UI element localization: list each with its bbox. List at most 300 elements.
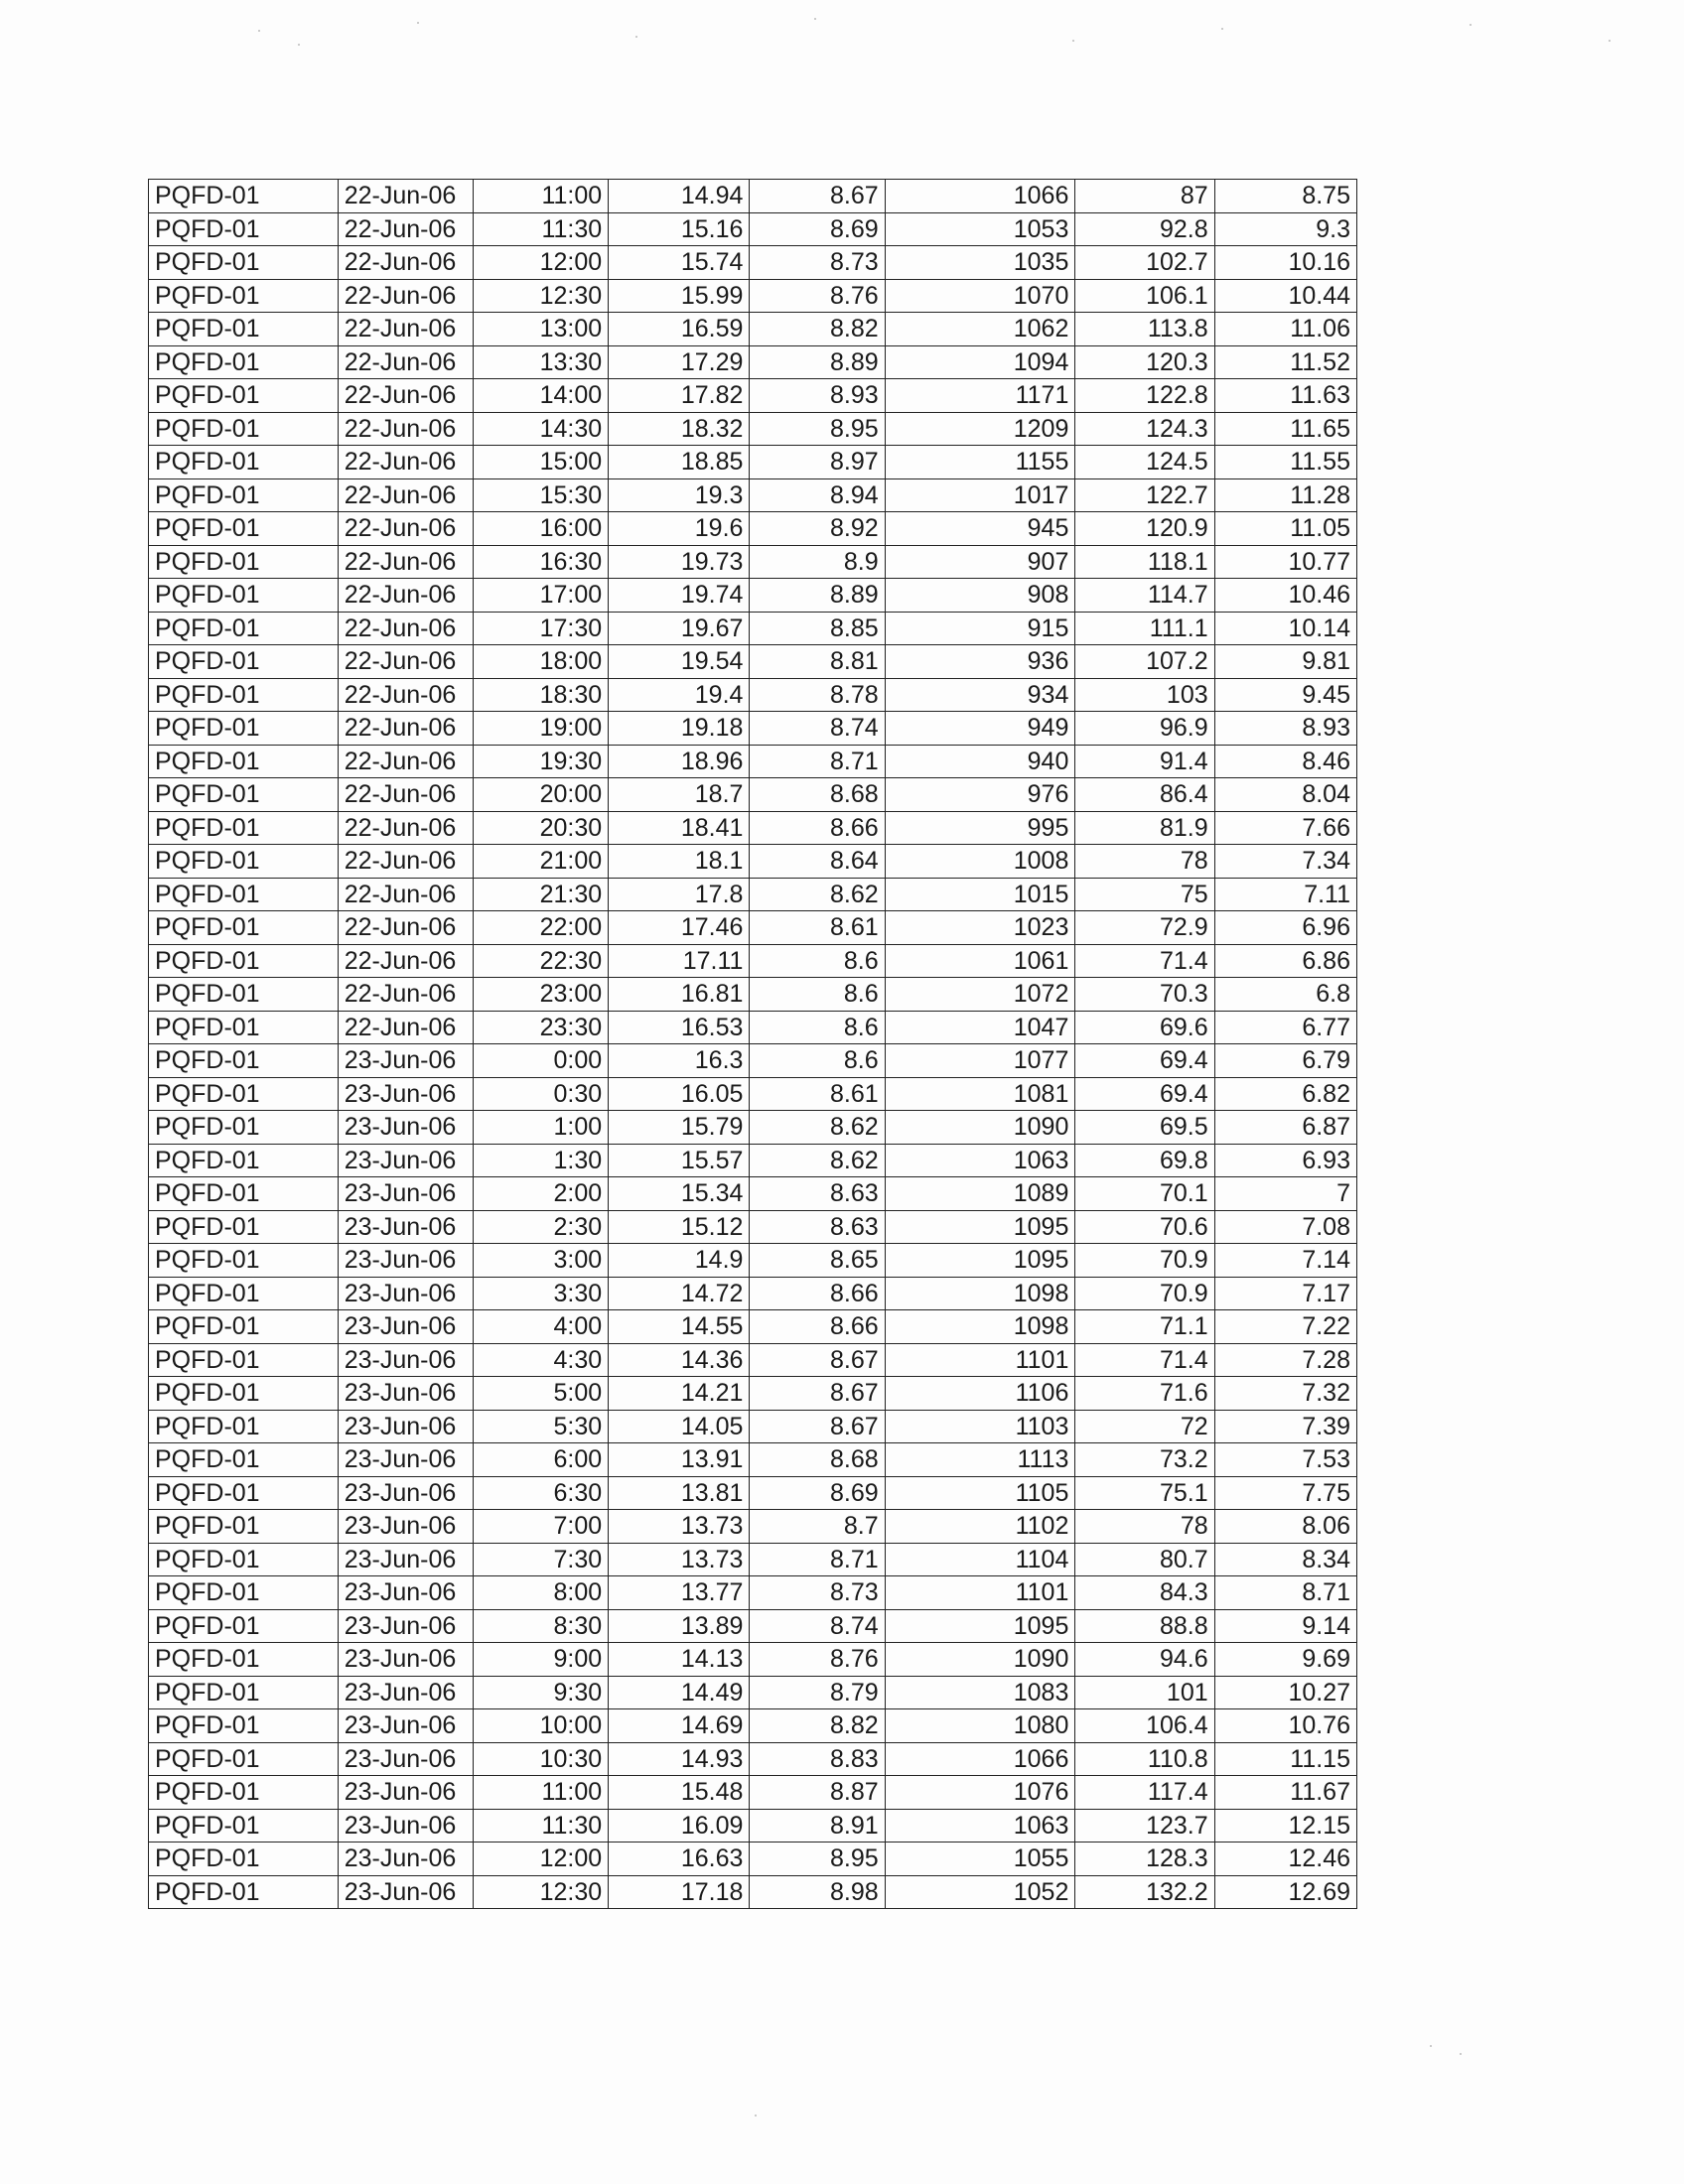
value-cell: 69.8 bbox=[1075, 1144, 1214, 1177]
value-cell: 14.9 bbox=[609, 1244, 750, 1278]
value-cell: 18.7 bbox=[609, 778, 750, 812]
value-cell: 1080 bbox=[885, 1709, 1075, 1743]
value-cell: 8.76 bbox=[750, 1643, 885, 1677]
value-cell: 8.89 bbox=[750, 579, 885, 613]
value-cell: 16.05 bbox=[609, 1077, 750, 1111]
value-cell: 13.77 bbox=[609, 1576, 750, 1610]
scan-speck bbox=[814, 18, 816, 20]
time-cell: 8:00 bbox=[473, 1576, 608, 1610]
table-row bbox=[149, 712, 1357, 746]
site-cell: PQFD-01 bbox=[149, 545, 339, 579]
date-cell: 23-Jun-06 bbox=[338, 1609, 473, 1643]
value-cell: 117.4 bbox=[1075, 1776, 1214, 1810]
value-cell: 122.7 bbox=[1075, 478, 1214, 512]
date-cell: 22-Jun-06 bbox=[338, 811, 473, 845]
site-cell: PQFD-01 bbox=[149, 1277, 339, 1310]
value-cell: 8.46 bbox=[1214, 745, 1356, 778]
value-cell: 17.46 bbox=[609, 911, 750, 945]
value-cell: 10.76 bbox=[1214, 1709, 1356, 1743]
value-cell: 8.67 bbox=[750, 180, 885, 213]
value-cell: 8.93 bbox=[750, 379, 885, 413]
date-cell: 22-Jun-06 bbox=[338, 645, 473, 679]
date-cell: 23-Jun-06 bbox=[338, 1410, 473, 1443]
date-cell: 23-Jun-06 bbox=[338, 1576, 473, 1610]
site-cell: PQFD-01 bbox=[149, 911, 339, 945]
value-cell: 6.87 bbox=[1214, 1111, 1356, 1145]
site-cell: PQFD-01 bbox=[149, 1576, 339, 1610]
value-cell: 18.41 bbox=[609, 811, 750, 845]
value-cell: 8.82 bbox=[750, 1709, 885, 1743]
time-cell: 12:00 bbox=[473, 1843, 608, 1876]
value-cell: 1017 bbox=[885, 478, 1075, 512]
date-cell: 23-Jun-06 bbox=[338, 1875, 473, 1909]
value-cell: 8.92 bbox=[750, 512, 885, 546]
site-cell: PQFD-01 bbox=[149, 212, 339, 246]
value-cell: 11.63 bbox=[1214, 379, 1356, 413]
value-cell: 10.44 bbox=[1214, 279, 1356, 313]
table-row bbox=[149, 678, 1357, 712]
date-cell: 22-Jun-06 bbox=[338, 279, 473, 313]
value-cell: 19.6 bbox=[609, 512, 750, 546]
value-cell: 7.32 bbox=[1214, 1377, 1356, 1411]
table-row bbox=[149, 1310, 1357, 1344]
date-cell: 22-Jun-06 bbox=[338, 778, 473, 812]
table-row bbox=[149, 811, 1357, 845]
site-cell: PQFD-01 bbox=[149, 878, 339, 911]
value-cell: 13.73 bbox=[609, 1510, 750, 1544]
value-cell: 103 bbox=[1075, 678, 1214, 712]
value-cell: 14.13 bbox=[609, 1643, 750, 1677]
date-cell: 22-Jun-06 bbox=[338, 712, 473, 746]
data-table bbox=[148, 179, 1357, 1909]
value-cell: 78 bbox=[1075, 1510, 1214, 1544]
value-cell: 8.61 bbox=[750, 911, 885, 945]
value-cell: 1008 bbox=[885, 845, 1075, 879]
value-cell: 120.9 bbox=[1075, 512, 1214, 546]
table-body bbox=[149, 180, 1357, 1909]
time-cell: 18:30 bbox=[473, 678, 608, 712]
time-cell: 13:30 bbox=[473, 345, 608, 379]
value-cell: 13.89 bbox=[609, 1609, 750, 1643]
table-row bbox=[149, 645, 1357, 679]
time-cell: 5:30 bbox=[473, 1410, 608, 1443]
site-cell: PQFD-01 bbox=[149, 1609, 339, 1643]
table-row bbox=[149, 1044, 1357, 1078]
date-cell: 22-Jun-06 bbox=[338, 478, 473, 512]
time-cell: 3:00 bbox=[473, 1244, 608, 1278]
value-cell: 75.1 bbox=[1075, 1476, 1214, 1510]
value-cell: 7.08 bbox=[1214, 1210, 1356, 1244]
value-cell: 934 bbox=[885, 678, 1075, 712]
table-row bbox=[149, 1742, 1357, 1776]
value-cell: 1063 bbox=[885, 1144, 1075, 1177]
table-row bbox=[149, 180, 1357, 213]
value-cell: 1063 bbox=[885, 1809, 1075, 1843]
time-cell: 21:30 bbox=[473, 878, 608, 911]
site-cell: PQFD-01 bbox=[149, 279, 339, 313]
time-cell: 12:30 bbox=[473, 1875, 608, 1909]
value-cell: 114.7 bbox=[1075, 579, 1214, 613]
value-cell: 1083 bbox=[885, 1676, 1075, 1709]
date-cell: 23-Jun-06 bbox=[338, 1077, 473, 1111]
table-row bbox=[149, 1377, 1357, 1411]
value-cell: 1076 bbox=[885, 1776, 1075, 1810]
table-row bbox=[149, 1676, 1357, 1709]
table-row bbox=[149, 1543, 1357, 1576]
value-cell: 1095 bbox=[885, 1244, 1075, 1278]
time-cell: 17:30 bbox=[473, 612, 608, 645]
site-cell: PQFD-01 bbox=[149, 379, 339, 413]
time-cell: 2:00 bbox=[473, 1177, 608, 1211]
table-row bbox=[149, 878, 1357, 911]
value-cell: 13.73 bbox=[609, 1543, 750, 1576]
value-cell: 107.2 bbox=[1075, 645, 1214, 679]
value-cell: 106.4 bbox=[1075, 1709, 1214, 1743]
scan-speck bbox=[755, 2115, 757, 2116]
value-cell: 8.95 bbox=[750, 412, 885, 446]
value-cell: 12.15 bbox=[1214, 1809, 1356, 1843]
scan-speck bbox=[635, 36, 637, 38]
value-cell: 14.72 bbox=[609, 1277, 750, 1310]
value-cell: 72 bbox=[1075, 1410, 1214, 1443]
value-cell: 8.85 bbox=[750, 612, 885, 645]
value-cell: 8.6 bbox=[750, 1044, 885, 1078]
value-cell: 8.74 bbox=[750, 712, 885, 746]
value-cell: 8.62 bbox=[750, 878, 885, 911]
site-cell: PQFD-01 bbox=[149, 1776, 339, 1810]
value-cell: 10.14 bbox=[1214, 612, 1356, 645]
time-cell: 14:30 bbox=[473, 412, 608, 446]
time-cell: 2:30 bbox=[473, 1210, 608, 1244]
value-cell: 1023 bbox=[885, 911, 1075, 945]
value-cell: 18.96 bbox=[609, 745, 750, 778]
value-cell: 123.7 bbox=[1075, 1809, 1214, 1843]
table-row bbox=[149, 345, 1357, 379]
table-row bbox=[149, 579, 1357, 613]
date-cell: 23-Jun-06 bbox=[338, 1044, 473, 1078]
value-cell: 8.67 bbox=[750, 1410, 885, 1443]
value-cell: 8.66 bbox=[750, 1310, 885, 1344]
value-cell: 14.21 bbox=[609, 1377, 750, 1411]
value-cell: 70.3 bbox=[1075, 978, 1214, 1012]
time-cell: 11:00 bbox=[473, 180, 608, 213]
value-cell: 8.73 bbox=[750, 1576, 885, 1610]
value-cell: 8.93 bbox=[1214, 712, 1356, 746]
site-cell: PQFD-01 bbox=[149, 678, 339, 712]
site-cell: PQFD-01 bbox=[149, 845, 339, 879]
table-row bbox=[149, 1776, 1357, 1810]
value-cell: 8.71 bbox=[1214, 1576, 1356, 1610]
value-cell: 9.14 bbox=[1214, 1609, 1356, 1643]
value-cell: 1066 bbox=[885, 1742, 1075, 1776]
table-row bbox=[149, 944, 1357, 978]
value-cell: 1103 bbox=[885, 1410, 1075, 1443]
site-cell: PQFD-01 bbox=[149, 512, 339, 546]
value-cell: 19.18 bbox=[609, 712, 750, 746]
date-cell: 22-Jun-06 bbox=[338, 246, 473, 280]
value-cell: 8.67 bbox=[750, 1377, 885, 1411]
table-row bbox=[149, 1443, 1357, 1477]
table-row bbox=[149, 1809, 1357, 1843]
site-cell: PQFD-01 bbox=[149, 412, 339, 446]
date-cell: 22-Jun-06 bbox=[338, 845, 473, 879]
value-cell: 101 bbox=[1075, 1676, 1214, 1709]
value-cell: 1106 bbox=[885, 1377, 1075, 1411]
value-cell: 16.59 bbox=[609, 313, 750, 346]
value-cell: 14.93 bbox=[609, 1742, 750, 1776]
table-row bbox=[149, 1011, 1357, 1044]
value-cell: 15.74 bbox=[609, 246, 750, 280]
date-cell: 23-Jun-06 bbox=[338, 1244, 473, 1278]
date-cell: 23-Jun-06 bbox=[338, 1510, 473, 1544]
value-cell: 69.6 bbox=[1075, 1011, 1214, 1044]
site-cell: PQFD-01 bbox=[149, 1410, 339, 1443]
value-cell: 11.67 bbox=[1214, 1776, 1356, 1810]
value-cell: 88.8 bbox=[1075, 1609, 1214, 1643]
site-cell: PQFD-01 bbox=[149, 978, 339, 1012]
value-cell: 78 bbox=[1075, 845, 1214, 879]
date-cell: 23-Jun-06 bbox=[338, 1776, 473, 1810]
date-cell: 23-Jun-06 bbox=[338, 1177, 473, 1211]
site-cell: PQFD-01 bbox=[149, 745, 339, 778]
value-cell: 8.61 bbox=[750, 1077, 885, 1111]
value-cell: 11.05 bbox=[1214, 512, 1356, 546]
site-cell: PQFD-01 bbox=[149, 180, 339, 213]
value-cell: 19.74 bbox=[609, 579, 750, 613]
value-cell: 15.34 bbox=[609, 1177, 750, 1211]
value-cell: 8.97 bbox=[750, 446, 885, 479]
value-cell: 1015 bbox=[885, 878, 1075, 911]
value-cell: 19.73 bbox=[609, 545, 750, 579]
value-cell: 1101 bbox=[885, 1576, 1075, 1610]
site-cell: PQFD-01 bbox=[149, 1077, 339, 1111]
date-cell: 23-Jun-06 bbox=[338, 1277, 473, 1310]
value-cell: 1053 bbox=[885, 212, 1075, 246]
date-cell: 22-Jun-06 bbox=[338, 212, 473, 246]
value-cell: 7.53 bbox=[1214, 1443, 1356, 1477]
value-cell: 15.79 bbox=[609, 1111, 750, 1145]
table-row bbox=[149, 1609, 1357, 1643]
value-cell: 8.06 bbox=[1214, 1510, 1356, 1544]
value-cell: 8.75 bbox=[1214, 180, 1356, 213]
value-cell: 118.1 bbox=[1075, 545, 1214, 579]
date-cell: 23-Jun-06 bbox=[338, 1676, 473, 1709]
date-cell: 22-Jun-06 bbox=[338, 878, 473, 911]
value-cell: 6.93 bbox=[1214, 1144, 1356, 1177]
value-cell: 7.39 bbox=[1214, 1410, 1356, 1443]
value-cell: 96.9 bbox=[1075, 712, 1214, 746]
site-cell: PQFD-01 bbox=[149, 1310, 339, 1344]
value-cell: 7.17 bbox=[1214, 1277, 1356, 1310]
value-cell: 1104 bbox=[885, 1543, 1075, 1576]
value-cell: 122.8 bbox=[1075, 379, 1214, 413]
table-row bbox=[149, 612, 1357, 645]
value-cell: 87 bbox=[1075, 180, 1214, 213]
time-cell: 17:00 bbox=[473, 579, 608, 613]
time-cell: 15:00 bbox=[473, 446, 608, 479]
value-cell: 106.1 bbox=[1075, 279, 1214, 313]
value-cell: 8.6 bbox=[750, 1011, 885, 1044]
value-cell: 915 bbox=[885, 612, 1075, 645]
value-cell: 8.63 bbox=[750, 1177, 885, 1211]
value-cell: 1171 bbox=[885, 379, 1075, 413]
time-cell: 23:30 bbox=[473, 1011, 608, 1044]
table-row bbox=[149, 512, 1357, 546]
value-cell: 11.15 bbox=[1214, 1742, 1356, 1776]
time-cell: 4:00 bbox=[473, 1310, 608, 1344]
table-row bbox=[149, 1177, 1357, 1211]
time-cell: 4:30 bbox=[473, 1343, 608, 1377]
value-cell: 14.05 bbox=[609, 1410, 750, 1443]
value-cell: 945 bbox=[885, 512, 1075, 546]
site-cell: PQFD-01 bbox=[149, 944, 339, 978]
date-cell: 22-Jun-06 bbox=[338, 745, 473, 778]
value-cell: 1101 bbox=[885, 1343, 1075, 1377]
table-row bbox=[149, 212, 1357, 246]
value-cell: 80.7 bbox=[1075, 1543, 1214, 1576]
time-cell: 18:00 bbox=[473, 645, 608, 679]
value-cell: 92.8 bbox=[1075, 212, 1214, 246]
value-cell: 11.28 bbox=[1214, 478, 1356, 512]
site-cell: PQFD-01 bbox=[149, 1742, 339, 1776]
table-row bbox=[149, 1875, 1357, 1909]
time-cell: 21:00 bbox=[473, 845, 608, 879]
time-cell: 10:00 bbox=[473, 1709, 608, 1743]
value-cell: 1055 bbox=[885, 1843, 1075, 1876]
time-cell: 23:00 bbox=[473, 978, 608, 1012]
date-cell: 23-Jun-06 bbox=[338, 1709, 473, 1743]
value-cell: 8.66 bbox=[750, 811, 885, 845]
value-cell: 6.77 bbox=[1214, 1011, 1356, 1044]
value-cell: 11.55 bbox=[1214, 446, 1356, 479]
table-row bbox=[149, 1144, 1357, 1177]
site-cell: PQFD-01 bbox=[149, 1843, 339, 1876]
value-cell: 73.2 bbox=[1075, 1443, 1214, 1477]
value-cell: 1062 bbox=[885, 313, 1075, 346]
table-row bbox=[149, 845, 1357, 879]
site-cell: PQFD-01 bbox=[149, 1044, 339, 1078]
value-cell: 110.8 bbox=[1075, 1742, 1214, 1776]
value-cell: 71.1 bbox=[1075, 1310, 1214, 1344]
site-cell: PQFD-01 bbox=[149, 579, 339, 613]
time-cell: 0:00 bbox=[473, 1044, 608, 1078]
value-cell: 16.09 bbox=[609, 1809, 750, 1843]
value-cell: 70.1 bbox=[1075, 1177, 1214, 1211]
time-cell: 9:00 bbox=[473, 1643, 608, 1677]
value-cell: 19.3 bbox=[609, 478, 750, 512]
scan-speck bbox=[1221, 28, 1223, 30]
value-cell: 8.7 bbox=[750, 1510, 885, 1544]
date-cell: 23-Jun-06 bbox=[338, 1476, 473, 1510]
value-cell: 120.3 bbox=[1075, 345, 1214, 379]
value-cell: 69.4 bbox=[1075, 1077, 1214, 1111]
date-cell: 23-Jun-06 bbox=[338, 1144, 473, 1177]
value-cell: 9.45 bbox=[1214, 678, 1356, 712]
value-cell: 1066 bbox=[885, 180, 1075, 213]
date-cell: 22-Jun-06 bbox=[338, 345, 473, 379]
value-cell: 7.22 bbox=[1214, 1310, 1356, 1344]
time-cell: 11:30 bbox=[473, 212, 608, 246]
value-cell: 1095 bbox=[885, 1609, 1075, 1643]
value-cell: 8.98 bbox=[750, 1875, 885, 1909]
table-row bbox=[149, 1709, 1357, 1743]
date-cell: 22-Jun-06 bbox=[338, 911, 473, 945]
value-cell: 6.79 bbox=[1214, 1044, 1356, 1078]
site-cell: PQFD-01 bbox=[149, 778, 339, 812]
time-cell: 16:00 bbox=[473, 512, 608, 546]
value-cell: 7.75 bbox=[1214, 1476, 1356, 1510]
time-cell: 22:00 bbox=[473, 911, 608, 945]
scan-speck bbox=[1460, 2053, 1462, 2055]
value-cell: 124.3 bbox=[1075, 412, 1214, 446]
site-cell: PQFD-01 bbox=[149, 1377, 339, 1411]
date-cell: 22-Jun-06 bbox=[338, 579, 473, 613]
value-cell: 17.18 bbox=[609, 1875, 750, 1909]
value-cell: 8.68 bbox=[750, 1443, 885, 1477]
value-cell: 8.67 bbox=[750, 1343, 885, 1377]
value-cell: 12.46 bbox=[1214, 1843, 1356, 1876]
value-cell: 16.3 bbox=[609, 1044, 750, 1078]
time-cell: 7:00 bbox=[473, 1510, 608, 1544]
value-cell: 6.82 bbox=[1214, 1077, 1356, 1111]
time-cell: 11:30 bbox=[473, 1809, 608, 1843]
date-cell: 22-Jun-06 bbox=[338, 944, 473, 978]
value-cell: 72.9 bbox=[1075, 911, 1214, 945]
site-cell: PQFD-01 bbox=[149, 1244, 339, 1278]
date-cell: 23-Jun-06 bbox=[338, 1210, 473, 1244]
site-cell: PQFD-01 bbox=[149, 478, 339, 512]
time-cell: 19:30 bbox=[473, 745, 608, 778]
table-row bbox=[149, 545, 1357, 579]
date-cell: 22-Jun-06 bbox=[338, 978, 473, 1012]
value-cell: 9.3 bbox=[1214, 212, 1356, 246]
value-cell: 70.9 bbox=[1075, 1244, 1214, 1278]
value-cell: 1072 bbox=[885, 978, 1075, 1012]
value-cell: 8.71 bbox=[750, 745, 885, 778]
value-cell: 12.69 bbox=[1214, 1875, 1356, 1909]
date-cell: 23-Jun-06 bbox=[338, 1643, 473, 1677]
table-row bbox=[149, 1343, 1357, 1377]
value-cell: 1089 bbox=[885, 1177, 1075, 1211]
value-cell: 71.4 bbox=[1075, 944, 1214, 978]
value-cell: 10.16 bbox=[1214, 246, 1356, 280]
date-cell: 23-Jun-06 bbox=[338, 1543, 473, 1576]
value-cell: 84.3 bbox=[1075, 1576, 1214, 1610]
table-row bbox=[149, 279, 1357, 313]
value-cell: 70.9 bbox=[1075, 1277, 1214, 1310]
value-cell: 1098 bbox=[885, 1277, 1075, 1310]
value-cell: 132.2 bbox=[1075, 1875, 1214, 1909]
date-cell: 22-Jun-06 bbox=[338, 412, 473, 446]
value-cell: 1155 bbox=[885, 446, 1075, 479]
value-cell: 18.32 bbox=[609, 412, 750, 446]
value-cell: 113.8 bbox=[1075, 313, 1214, 346]
value-cell: 8.79 bbox=[750, 1676, 885, 1709]
value-cell: 7.34 bbox=[1214, 845, 1356, 879]
time-cell: 22:30 bbox=[473, 944, 608, 978]
value-cell: 1090 bbox=[885, 1643, 1075, 1677]
value-cell: 69.5 bbox=[1075, 1111, 1214, 1145]
date-cell: 22-Jun-06 bbox=[338, 180, 473, 213]
value-cell: 7.14 bbox=[1214, 1244, 1356, 1278]
value-cell: 6.86 bbox=[1214, 944, 1356, 978]
time-cell: 5:00 bbox=[473, 1377, 608, 1411]
table-row bbox=[149, 478, 1357, 512]
site-cell: PQFD-01 bbox=[149, 1011, 339, 1044]
scan-speck bbox=[258, 30, 260, 32]
site-cell: PQFD-01 bbox=[149, 1144, 339, 1177]
table-row bbox=[149, 1410, 1357, 1443]
